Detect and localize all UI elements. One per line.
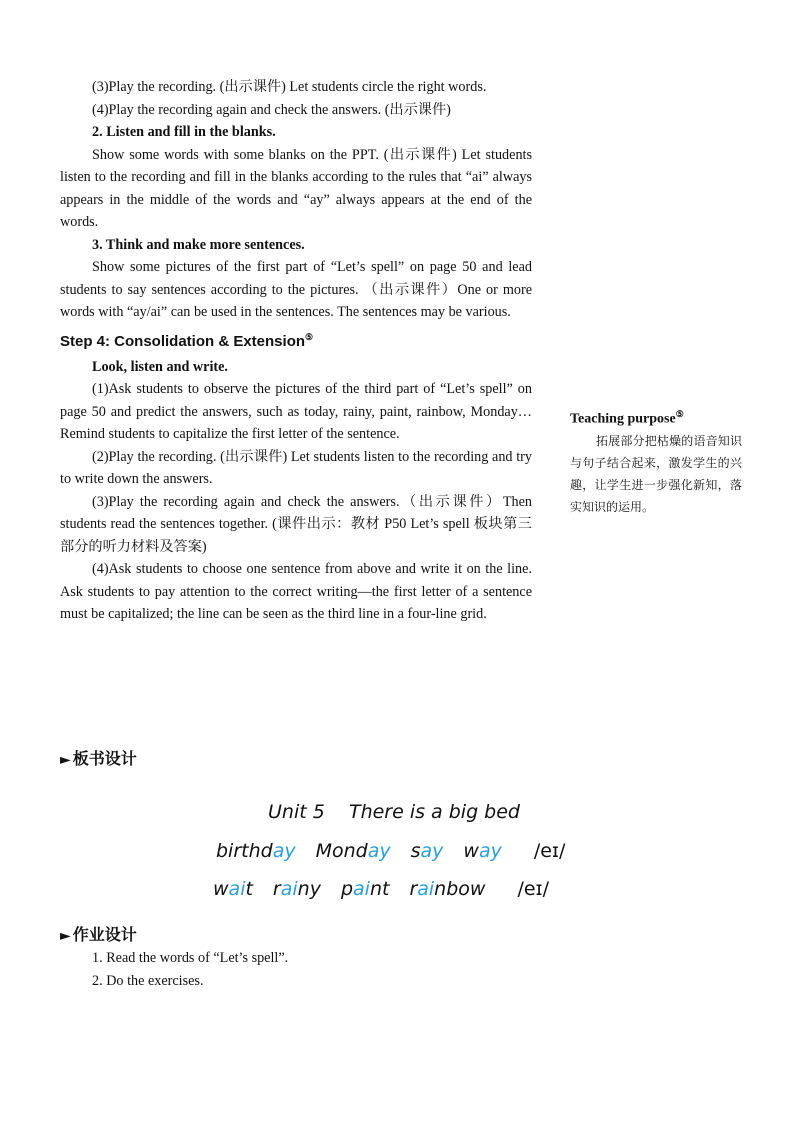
section-title: 作业设计	[72, 925, 137, 944]
board-word: Monday	[315, 840, 391, 862]
board-row-ay	[216, 840, 565, 862]
paragraph: Show some words with some blanks on the PPT. (出示课件) Let students listen to the recording and fill in the blanks according to the rules that “ai” always appears in the middle of the words and “ay” always appears at the end of the words.	[60, 146, 532, 230]
paragraph: (4)Play the recording again and check the answers. (出示课件)	[92, 101, 451, 118]
paragraph: Show some pictures of the first part of “Let’s spell” on page 50 and lead students to say sentences according to the pictures. （出示课件）One or more words with “ay/ai” can be used in the sentences. The sentences may be various.	[60, 259, 532, 320]
board-word: say	[410, 840, 444, 862]
board-word: wait	[213, 878, 253, 900]
paragraph: (2)Play the recording. (出示课件) Let students listen to the recording and try to write down the answers.	[60, 448, 532, 487]
side-note-text: 拓展部分把枯燥的语音知识与句子结合起来，激发学生的兴趣，让学生进一步强化新知，落实知识的运用。	[570, 433, 742, 514]
homework-item: 1. Read the words of “Let’s spell”.	[92, 950, 289, 966]
phonetic-symbol: /eɪ/	[533, 840, 566, 862]
section-title: 板书设计	[72, 749, 137, 768]
highlighted-letters: ay	[420, 840, 444, 862]
step-heading	[60, 326, 532, 353]
homework-item: 2. Do the exercises.	[92, 973, 204, 989]
board-word: rainy	[272, 878, 321, 900]
paragraph: (3)Play the recording again and check the answers.（出示课件）Then students read the sentences together. (课件出示：教材 P50 Let’s spell 板块第三部分的听力材料及答案)	[60, 493, 532, 555]
side-title-text: Teaching purpose	[570, 411, 676, 427]
footnote-mark: ⑤	[675, 409, 684, 419]
step-title: Step 4: Consolidation & Extension	[60, 332, 306, 350]
triangle-marker-icon: ►	[60, 928, 71, 944]
highlighted-letters: ay	[272, 840, 296, 862]
board-word: paint	[340, 878, 390, 900]
board-title: Unit 5 There is a big bed	[268, 801, 520, 823]
paragraph: (1)Ask students to observe the pictures of the third part of “Let’s spell” on page 50 and predict the answers, such as today, rainy, paint, rainbow, Monday… Remind students to capitalize the first letter of the sentence.	[60, 381, 532, 442]
footnote-mark: ⑤	[305, 331, 314, 342]
side-note	[570, 404, 742, 518]
board-word: way	[463, 840, 502, 862]
board-row-ai	[213, 878, 549, 900]
board-word: rainbow	[409, 878, 486, 900]
board-design-heading	[60, 746, 137, 769]
highlighted-letters: ai	[353, 878, 370, 900]
paragraph: (4)Ask students to choose one sentence from above and write it on the line. Ask students to pay attention to the correct writing—the first letter of a sentence must be capitalized; the line can be seen as the third line in a four-line grid.	[60, 561, 532, 622]
paragraph: (3)Play the recording. (出示课件) Let students circle the right words.	[92, 79, 487, 95]
homework-list	[92, 947, 288, 993]
main-column	[60, 76, 532, 626]
subheading: Look, listen and write.	[92, 358, 228, 375]
highlighted-letters: ay	[367, 840, 391, 862]
homework-heading	[60, 922, 137, 945]
highlighted-letters: ay	[478, 840, 502, 862]
side-note-title	[570, 404, 742, 430]
subheading: 3. Think and make more sentences.	[92, 236, 305, 253]
board-word: birthday	[216, 840, 296, 862]
highlighted-letters: ai	[228, 878, 246, 900]
phonetic-symbol: /eɪ/	[517, 878, 550, 900]
triangle-marker-icon: ►	[60, 752, 71, 768]
highlighted-letters: ai	[417, 878, 435, 900]
highlighted-letters: ai	[280, 878, 298, 900]
subheading: 2. Listen and fill in the blanks.	[92, 124, 276, 140]
